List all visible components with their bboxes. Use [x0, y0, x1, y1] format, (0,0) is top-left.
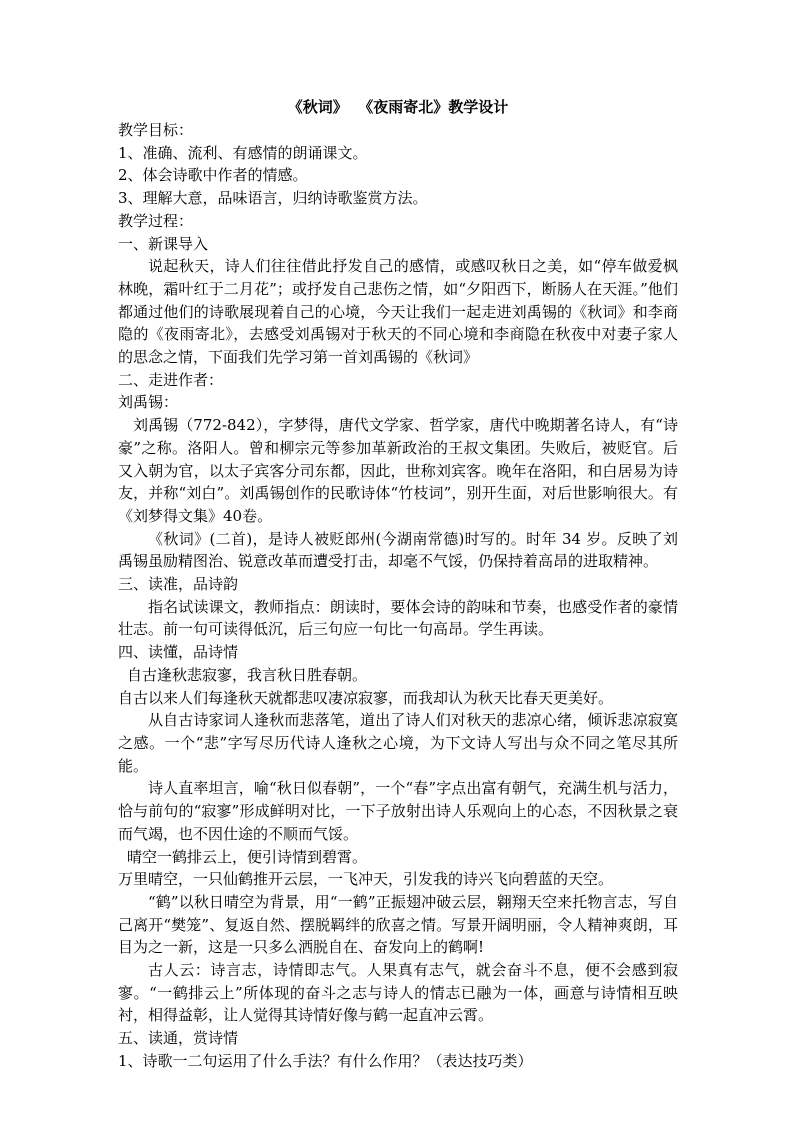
document-page: [118, 96, 678, 1073]
process-heading: 教学过程：: [118, 211, 194, 230]
objectives-heading: 教学目标：: [118, 121, 194, 139]
section-heading-intro: 一、新课导入: [118, 234, 209, 253]
analysis-paragraph-1: 从自古诗家词人逢秋而悲落笔，道出了诗人们对秋天的悲凉心绪，倾诉悲凉寂寞之感。一个“悲”字写尽历代诗人逢秋之心境，为下文诗人写出与众不同之笔尽其所能。: [118, 711, 678, 775]
intro-paragraph: 说起秋天，诗人们往往借此抒发自己的感情，或感叹秋日之美，如“停车做爱枫林晚，霜叶红于二月花”；或抒发自己悲伤之情，如“夕阳西下，断肠人在天涯。”他们都通过他们的诗歌展现着自己的心境，今天让我们一起走进刘禹锡的《秋词》和李商隐的《夜雨寄北》，去感受刘禹锡对于秋天的不同心境和李商隐在秋夜中对妻子家人的思念之情，下面我们先学习第一首刘禹锡的《秋词》: [118, 257, 678, 367]
author-label: 刘禹锡：: [118, 393, 179, 412]
poem-line-2: 晴空一鹤排云上，便引诗情到碧霄。: [127, 847, 368, 866]
objective-item: 2、体会诗歌中作者的情感。: [118, 166, 308, 185]
document-title: 《秋词》 《夜雨寄北》教学设计: [287, 98, 509, 116]
background-paragraph: 《秋词》(二首)，是诗人被贬郎州(今湖南常德)时写的。时年 34 岁。反映了刘禹锡虽励精图治、锐意改革而遭受打击，却毫不气馁，仍保持着高昂的进取精神。: [118, 529, 678, 571]
poem-line-2-translation: 万里晴空，一只仙鹤推开云层，一飞冲天，引发我的诗兴飞向碧蓝的天空。: [118, 870, 614, 889]
analysis-paragraph-3: “鹤”以秋日晴空为背景，用“一鹤”正振翅冲破云层，翱翔天空来托物言志，写自己离开“樊笼”、复返自然、摆脱羁绊的欣喜之情。写景开阔明丽，令人精神爽朗，耳目为之一新，这是一只多么洒脱自在、奋发向上的鹤啊!: [118, 892, 678, 957]
poem-line-1: 自古逢秋悲寂寥，我言秋日胜春朝。: [127, 665, 368, 684]
reading-paragraph: 指名试读课文，教师指点：朗读时，要体会诗的韵味和节奏，也感受作者的豪情壮志。前一句可读得低沉，后三句应一句比一句高昂。学生再读。: [118, 597, 678, 639]
author-paragraph: 刘禹锡（772-842），字梦得，唐代文学家、哲学家，唐代中晚期著名诗人，有“诗豪”之称。洛阳人。曾和柳宗元等参加革新政治的王叔文集团。失败后，被贬官。后又入朝为官，以太子宾客分司东都，因此，世称刘宾客。晚年在洛阳，和白居易为诗友，并称“刘白”。刘禹锡创作的民歌诗体“竹枝词”，别开生面，对后世影响很大。有《刘梦得文集》40卷。: [118, 416, 678, 525]
objective-item: 3、理解大意，品味语言，归纳诗歌鉴赏方法。: [118, 189, 428, 208]
question-item: 1、诗歌一二句运用了什么手法？有什么作用？（表达技巧类）: [118, 1051, 533, 1070]
objective-item: 1、准确、流利、有感情的朗诵课文。: [118, 143, 368, 162]
section-heading-appreciation: 五、读通，赏诗情: [118, 1029, 239, 1048]
section-heading-understanding: 四、读懂，品诗情: [118, 643, 239, 662]
analysis-paragraph-4: 古人云：诗言志，诗情即志气。人果真有志气，就会奋斗不息，便不会感到寂寥。“一鹤排云上”所体现的奋斗之志与诗人的情志已融为一体，画意与诗情相互映衬，相得益彰，让人觉得其诗情好像与鹤一起直冲云霄。: [118, 961, 678, 1025]
poem-line-1-translation: 自古以来人们每逢秋天就都悲叹凄凉寂寥，而我却认为秋天比春天更美好。: [118, 688, 614, 707]
section-heading-author: 二、走进作者：: [118, 370, 224, 389]
analysis-paragraph-2: 诗人直率坦言，喻“秋日似春朝”，一个“春”字点出富有朝气，充满生机与活力，恰与前句的“寂寥”形成鲜明对比，一下子放射出诗人乐观向上的心态，不因秋景之衰而气竭，也不因仕途的不顺而气馁。: [118, 779, 678, 843]
section-heading-reading: 三、读准，品诗韵: [118, 575, 239, 594]
